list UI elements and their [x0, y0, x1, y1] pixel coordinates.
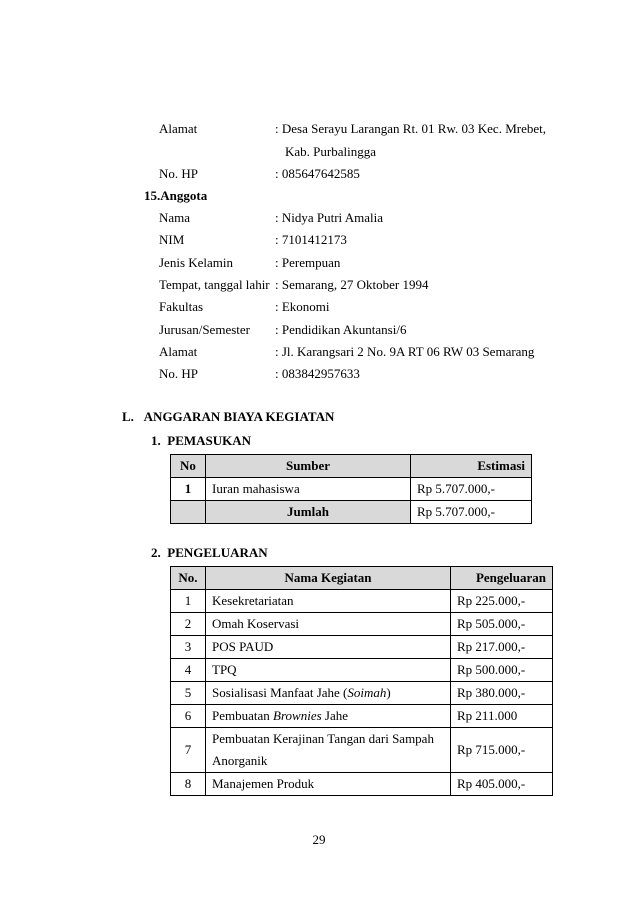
income-table — [170, 454, 532, 524]
field-value: : Perempuan — [275, 254, 341, 270]
cell-pengeluaran: Rp 217.000,- — [451, 636, 553, 659]
field-label: No. HP — [159, 366, 199, 382]
field-value: : Semarang, 27 Oktober 1994 — [275, 276, 429, 292]
header-sumber: Sumber — [206, 455, 411, 478]
member-heading: 15.Anggota — [144, 188, 208, 203]
field-value: : Jl. Karangsari 2 No. 9A RT 06 RW 03 Semarang — [275, 343, 535, 359]
field-label: NIM — [159, 232, 185, 248]
cell-total-value: Rp 5.707.000,- — [411, 501, 532, 524]
cell-kegiatan-text: Sosialisasi Manfaat Jahe ( — [212, 685, 348, 700]
table-row — [171, 478, 532, 501]
cell-pengeluaran: Rp 505.000,- — [451, 613, 553, 636]
cell-kegiatan: Manajemen Produk — [206, 773, 451, 796]
cell-total-label: Jumlah — [206, 501, 411, 524]
field-value-alamat-cont: Kab. Purbalingga — [285, 144, 376, 159]
cell-kegiatan-line: Anorganik — [212, 753, 268, 768]
cell-kegiatan — [206, 728, 451, 773]
cell-kegiatan-line: Pembuatan Kerajinan Tangan dari Sampah — [212, 731, 434, 746]
field-label: Jenis Kelamin — [159, 254, 234, 270]
table-header-row — [171, 455, 532, 478]
field-value-hp: : 085647642585 — [275, 166, 360, 181]
cell-pengeluaran: Rp 500.000,- — [451, 659, 553, 682]
cell-pengeluaran: Rp 380.000,- — [451, 682, 553, 705]
cell-no: 8 — [171, 773, 206, 796]
cell-no: 5 — [171, 682, 206, 705]
field-value: : 7101412173 — [275, 232, 347, 248]
cell-no: 1 — [171, 478, 206, 501]
table-row — [171, 659, 553, 682]
cell-kegiatan — [206, 705, 451, 728]
table-row — [171, 728, 553, 773]
header-estimasi: Estimasi — [411, 455, 532, 478]
table-row — [171, 682, 553, 705]
field-value: : Ekonomi — [275, 299, 330, 315]
field-value-alamat: : Desa Serayu Larangan Rt. 01 Rw. 03 Kec. Mrebet, — [275, 121, 546, 136]
cell-kegiatan-text: ) — [386, 685, 391, 700]
table-header-row — [171, 567, 553, 590]
cell-kegiatan-text: Pembuatan — [212, 708, 274, 723]
cell-no: 6 — [171, 705, 206, 728]
section-heading: L. ANGGARAN BIAYA KEGIATAN — [122, 409, 335, 424]
field-value: : Pendidikan Akuntansi/6 — [275, 321, 407, 337]
header-pengeluaran: Pengeluaran — [451, 567, 553, 590]
cell-kegiatan-emphasis: Soimah — [347, 685, 387, 700]
header-no: No. — [171, 567, 206, 590]
field-label: Fakultas — [159, 299, 204, 315]
cell-sumber: Iuran mahasiswa — [206, 478, 411, 501]
cell-empty — [171, 501, 206, 524]
expense-table — [170, 566, 553, 796]
cell-kegiatan-emphasis: Brownies — [273, 708, 322, 723]
table-row — [171, 705, 553, 728]
cell-no: 7 — [171, 728, 206, 773]
cell-pengeluaran: Rp 211.000 — [451, 705, 553, 728]
field-label-alamat: Alamat — [159, 121, 198, 136]
cell-no: 4 — [171, 659, 206, 682]
cell-pengeluaran: Rp 715.000,- — [451, 728, 553, 773]
cell-kegiatan: Kesekretariatan — [206, 590, 451, 613]
cell-kegiatan-text: Jahe — [321, 708, 349, 723]
table-row — [171, 636, 553, 659]
table-row — [171, 613, 553, 636]
subsection-heading-pengeluaran: 2. PENGELUARAN — [151, 545, 268, 560]
cell-pengeluaran: Rp 225.000,- — [451, 590, 553, 613]
cell-kegiatan: TPQ — [206, 659, 451, 682]
subsection-heading-pemasukan: 1. PEMASUKAN — [151, 433, 252, 448]
field-label: Tempat, tanggal lahir — [159, 276, 270, 292]
table-row — [171, 773, 553, 796]
cell-kegiatan: Omah Koservasi — [206, 613, 451, 636]
cell-pengeluaran: Rp 405.000,- — [451, 773, 553, 796]
cell-estimasi: Rp 5.707.000,- — [411, 478, 532, 501]
cell-no: 2 — [171, 613, 206, 636]
table-total-row — [171, 501, 532, 524]
cell-kegiatan — [206, 682, 451, 705]
header-no: No — [171, 455, 206, 478]
cell-kegiatan: POS PAUD — [206, 636, 451, 659]
cell-no: 1 — [171, 590, 206, 613]
field-label: Alamat — [159, 343, 198, 359]
field-label-hp: No. HP — [159, 166, 199, 181]
page-number: 29 — [312, 832, 326, 847]
header-kegiatan: Nama Kegiatan — [206, 567, 451, 590]
field-value: : Nidya Putri Amalia — [275, 210, 383, 225]
cell-no: 3 — [171, 636, 206, 659]
table-row — [171, 590, 553, 613]
field-label: Nama — [159, 210, 191, 225]
field-value: : 083842957633 — [275, 366, 360, 382]
field-label: Jurusan/Semester — [159, 321, 250, 337]
